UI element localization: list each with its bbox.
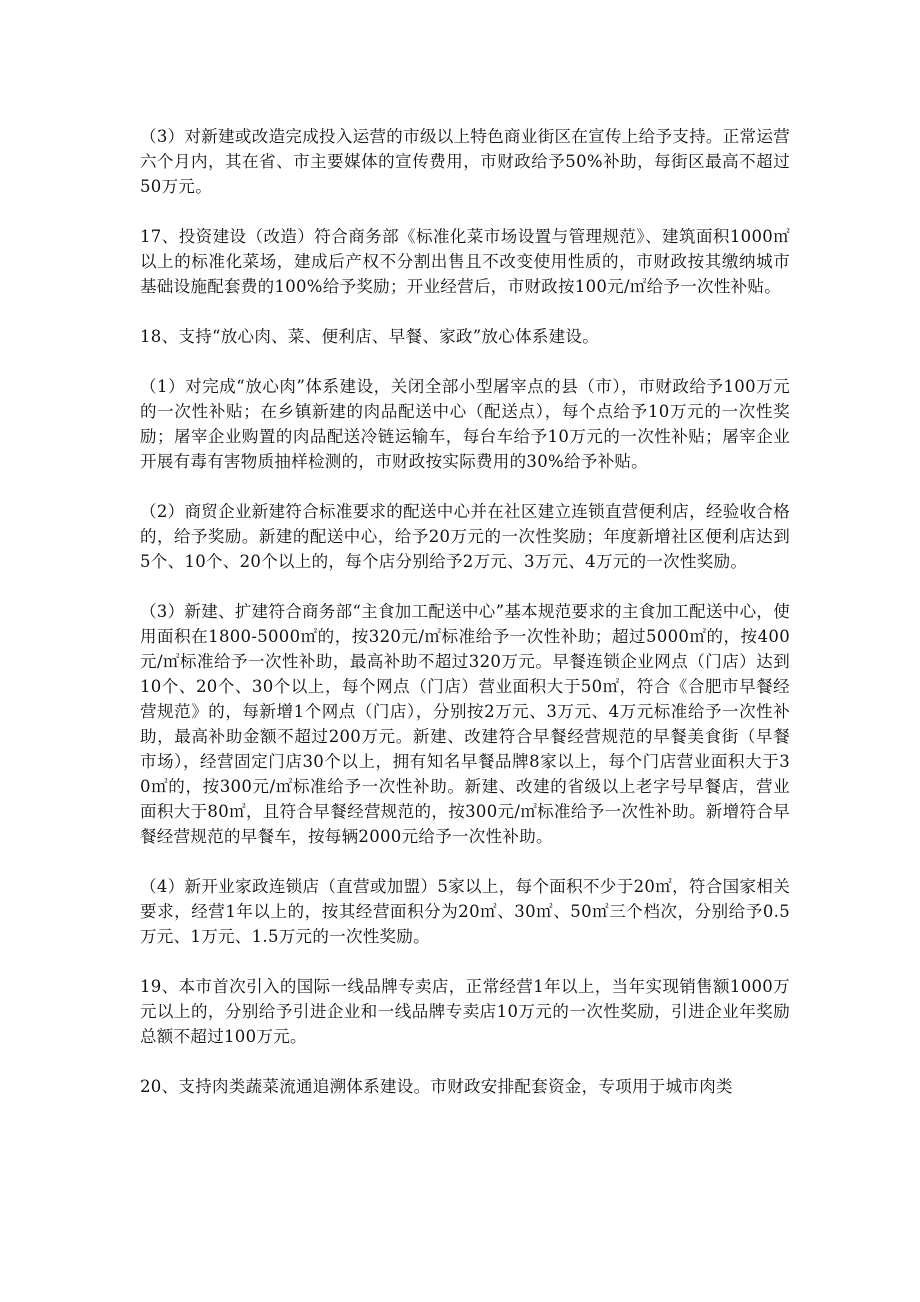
paragraph-3-street-publicity: （3）对新建或改造完成投入运营的市级以上特色商业街区在宣传上给予支持。正常运营六个月内，其在省、市主要媒体的宣传费用，市财政给予50%补助，每街区最高不超过50万元。: [140, 127, 790, 196]
paragraph-18-4-housekeeping: （4）新开业家政连锁店（直营或加盟）5家以上，每个面积不少于20㎡，符合国家相关要求，经营1年以上的，按其经营面积分为20㎡、30㎡、50㎡三个档次，分别给予0.5万元、1万元、1.5万元的一次性奖励。: [140, 877, 790, 946]
document-body: [140, 124, 790, 1099]
paragraph-19-brand-store: 19、本市首次引入的国际一线品牌专卖店，正常经营1年以上，当年实现销售额1000万元以上的，分别给予引进企业和一线品牌专卖店10万元的一次性奖励，引进企业年奖励总额不超过100万元。: [140, 977, 790, 1046]
paragraph-18-1-meat: （1）对完成“放心肉”体系建设，关闭全部小型屠宰点的县（市），市财政给予100万元的一次性补贴；在乡镇新建的肉品配送中心（配送点），每个点给予10万元的一次性奖励；屠宰企业购置的肉品配送冷链运输车，每台车给予10万元的一次性补贴；屠宰企业开展有毒有害物质抽样检测的，市财政按实际费用的30%给予补贴。: [140, 377, 790, 471]
paragraph-18-assurance-system: 18、支持“放心肉、菜、便利店、早餐、家政”放心体系建设。: [140, 327, 600, 346]
paragraph-18-3-breakfast: （3）新建、扩建符合商务部“主食加工配送中心”基本规范要求的主食加工配送中心，使用面积在1800-5000㎡的，按320元/㎡标准给予一次性补助；超过5000㎡的，按400元/㎡标准给予一次性补助，最高补助不超过320万元。早餐连锁企业网点（门店）达到10个、20个、30个以上，每个网点（门店）营业面积大于50㎡，符合《合肥市早餐经营规范》的，每新增1个网点（门店），分别按2万元、3万元、4万元标准给予一次性补助，最高补助金额不超过200万元。新建、改建符合早餐经营规范的早餐美食街（早餐市场），经营固定门店30个以上，拥有知名早餐品牌8家以上，每个门店营业面积大于30㎡的，按300元/㎡标准给予一次性补助。新建、改建的省级以上老字号早餐店，营业面积大于80㎡，且符合早餐经营规范的，按300元/㎡标准给予一次性补助。新增符合早餐经营规范的早餐车，按每辆2000元给予一次性补助。: [140, 602, 790, 846]
paragraph-17-vegetable-market: 17、投资建设（改造）符合商务部《标准化菜市场设置与管理规范》、建筑面积1000㎡以上的标准化菜场，建成后产权不分割出售且不改变使用性质的，市财政按其缴纳城市基础设施配套费的100%给予奖励；开业经营后，市财政按100元/㎡给予一次性补贴。: [140, 227, 790, 296]
paragraph-20-traceability: 20、支持肉类蔬菜流通追溯体系建设。市财政安排配套资金，专项用于城市肉类: [140, 1077, 733, 1096]
paragraph-18-2-convenience-store: （2）商贸企业新建符合标准要求的配送中心并在社区建立连锁直营便利店，经验收合格的，给予奖励。新建的配送中心，给予20万元的一次性奖励；年度新增社区便利店达到5个、10个、20个以上的，每个店分别给予2万元、3万元、4万元的一次性奖励。: [140, 502, 790, 571]
